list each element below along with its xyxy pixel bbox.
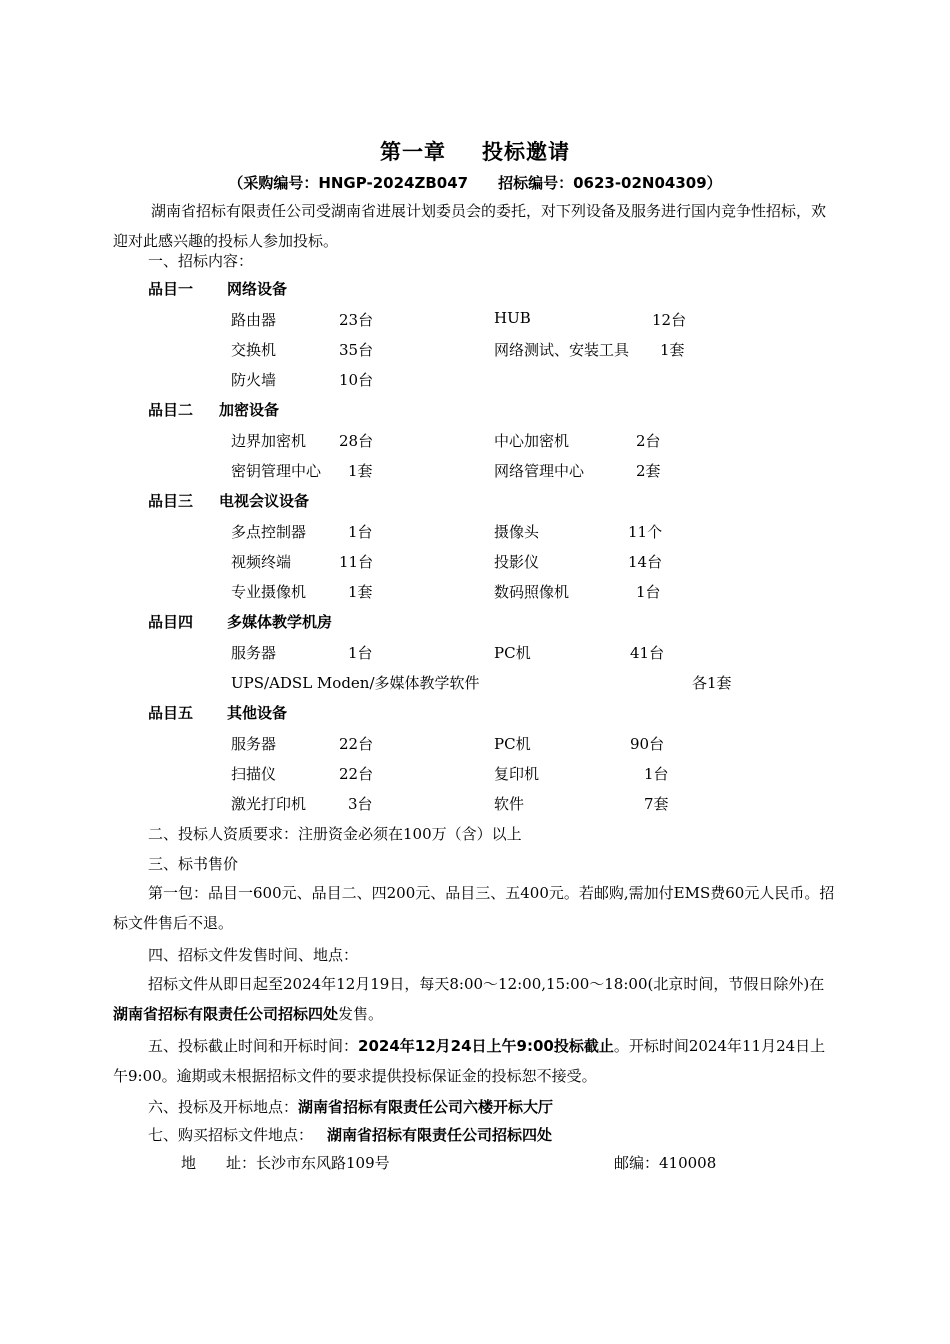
item-name: 视频终端 (231, 553, 292, 571)
item-qty: 1套 (348, 462, 373, 480)
category-3-name: 电视会议设备 (219, 492, 310, 510)
purchase-number: （采购编号：HNGP-2024ZB047 (228, 174, 469, 192)
item-name: 中心加密机 (494, 432, 570, 450)
section-7-heading: 七、购买招标文件地点： (148, 1126, 314, 1144)
item-name: PC机 (494, 644, 531, 662)
opening-time-text: 。开标时间2024年11月24日上午9:00。逾期或未根据招标文件的要求提供投标保证金的投标恕不接受。 (113, 1037, 826, 1085)
item-name: 交换机 (231, 341, 277, 359)
item-qty: 1套 (348, 583, 373, 601)
purchase-location: 湖南省招标有限责任公司招标四处 (327, 1126, 553, 1144)
section-6-heading: 六、投标及开标地点： (148, 1098, 299, 1116)
item-qty: 22台 (339, 765, 374, 783)
section-5-heading: 五、投标截止时间和开标时间： (148, 1037, 359, 1055)
item-qty: 2套 (636, 462, 661, 480)
item-qty: 11个 (628, 523, 663, 541)
title-text: 投标邀请 (482, 140, 570, 164)
item-name: 专业摄像机 (231, 583, 307, 601)
category-3-label: 品目三 电视会议设备 (148, 492, 310, 510)
section-3-heading: 三、标书售价 (148, 855, 239, 873)
opening-location: 湖南省招标有限责任公司六楼开标大厅 (298, 1098, 554, 1116)
section-4-heading: 四、招标文件发售时间、地点： (148, 946, 359, 964)
item-qty: 1台 (636, 583, 661, 601)
item-qty: 1台 (348, 523, 373, 541)
item-name: 网络管理中心 (494, 462, 585, 480)
item-name: 投影仪 (494, 553, 540, 571)
item-name: HUB (494, 309, 531, 327)
category-4-label: 品目四 多媒体教学机房 (148, 613, 333, 631)
sale-suffix: 发售。 (338, 1005, 384, 1023)
item-name: 网络测试、安装工具 (494, 341, 630, 359)
item-name: 多点控制器 (231, 523, 307, 541)
category-5-name: 其他设备 (227, 704, 288, 722)
section-2-heading: 二、投标人资质要求：注册资金必须在100万（含）以上 (148, 825, 522, 843)
item-qty: 14台 (628, 553, 663, 571)
item-qty: 41台 (630, 644, 665, 662)
tender-number: 招标编号：0623-02N04309） (498, 174, 722, 192)
item-name: 服务器 (231, 644, 277, 662)
item-qty: 90台 (630, 735, 665, 753)
title-chapter: 第一章 (380, 140, 446, 164)
item-name: 软件 (494, 795, 525, 813)
item-qty: 35台 (339, 341, 374, 359)
item-name: UPS/ADSL Moden/多媒体教学软件 (231, 674, 480, 692)
deadline-paragraph (113, 1031, 838, 1091)
category-2-label: 品目二 加密设备 (148, 401, 280, 419)
page-title (0, 136, 950, 166)
category-1-name: 网络设备 (227, 280, 288, 298)
section-1-heading: 一、招标内容： (148, 252, 254, 270)
sale-location: 湖南省招标有限责任公司招标四处 (113, 1005, 339, 1023)
item-qty: 1台 (348, 644, 373, 662)
item-name: 复印机 (494, 765, 540, 783)
sale-paragraph (113, 969, 838, 1029)
procurement-numbers (0, 172, 950, 193)
item-name: 密钥管理中心 (231, 462, 322, 480)
item-name: 摄像头 (494, 523, 540, 541)
item-qty: 28台 (339, 432, 374, 450)
item-name: 路由器 (231, 311, 277, 329)
item-qty: 23台 (339, 311, 374, 329)
item-qty: 1台 (644, 765, 669, 783)
item-qty: 10台 (339, 371, 374, 389)
item-qty: 22台 (339, 735, 374, 753)
address: 地 址：长沙市东风路109号 (181, 1154, 390, 1172)
intro-paragraph: 湖南省招标有限责任公司受湖南省进展计划委员会的委托，对下列设备及服务进行国内竞争性招标，欢迎对此感兴趣的投标人参加投标。 (113, 202, 827, 250)
category-5-label: 品目五 其他设备 (148, 704, 288, 722)
postcode: 邮编：410008 (614, 1154, 717, 1172)
item-qty: 1套 (660, 341, 685, 359)
item-name: 扫描仪 (231, 765, 277, 783)
price-paragraph: 第一包：品目一600元、品目二、四200元、品目三、五400元。若邮购,需加付EMS费60元人民币。招标文件售后不退。 (113, 884, 835, 932)
deadline-time: 2024年12月24日上午9:00投标截止 (358, 1037, 614, 1055)
item-qty: 3台 (348, 795, 373, 813)
item-qty: 7套 (644, 795, 669, 813)
item-qty: 各1套 (692, 674, 732, 692)
section-7-line (148, 1124, 552, 1145)
category-4-name: 多媒体教学机房 (227, 613, 333, 631)
item-qty: 2台 (636, 432, 661, 450)
item-qty: 11台 (339, 553, 374, 571)
item-qty: 12台 (652, 311, 687, 329)
section-6-line (148, 1096, 553, 1117)
item-name: 服务器 (231, 735, 277, 753)
item-name: 防火墙 (231, 371, 277, 389)
item-name: 边界加密机 (231, 432, 307, 450)
item-name: 激光打印机 (231, 795, 307, 813)
item-name: PC机 (494, 735, 531, 753)
category-1-label: 品目一 网络设备 (148, 280, 288, 298)
sale-time-text: 招标文件从即日起至2024年12月19日，每天8:00～12:00,15:00～18:00(北京时间，节假日除外)在 (148, 975, 825, 993)
category-2-name: 加密设备 (219, 401, 280, 419)
item-name: 数码照像机 (494, 583, 570, 601)
